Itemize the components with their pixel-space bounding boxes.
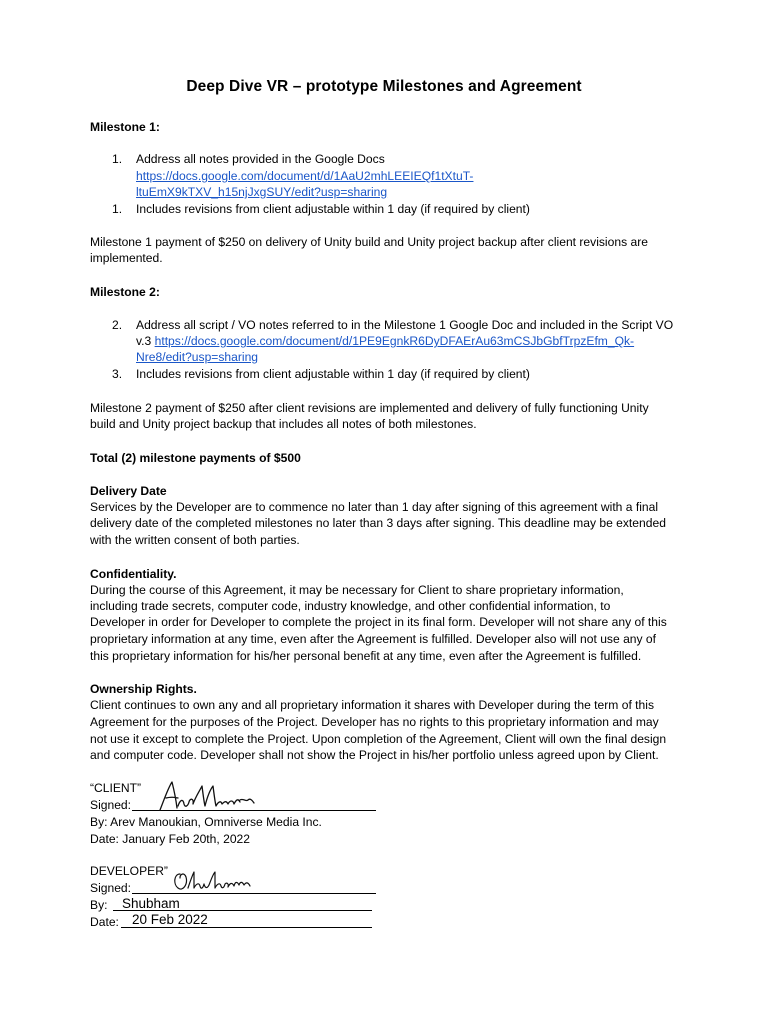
ownership-heading: Ownership Rights. bbox=[90, 682, 197, 696]
milestone2-item2-number: 3. bbox=[112, 367, 123, 381]
ownership-line: and computer code. Developer shall not show the Project in his/her portfolio unless agreed upon by Client. bbox=[90, 748, 659, 762]
developer-date-label: Date: bbox=[90, 915, 119, 929]
confidentiality-line: During the course of this Agreement, it may be necessary for Client to share proprietary information, bbox=[90, 583, 624, 597]
client-date-line: Date: January Feb 20th, 2022 bbox=[90, 832, 251, 846]
milestone1-item2-number: 1. bbox=[112, 202, 123, 216]
client-signed-label: Signed: bbox=[90, 798, 132, 812]
ownership-line: Agreement for the purposes of the Project. Developer has no rights to this proprietary information and may bbox=[90, 715, 659, 729]
milestone2-payment-line: Milestone 2 payment of $250 after client revisions are implemented and delivery of fully functioning Unity bbox=[90, 401, 649, 415]
milestone2-script-link[interactable]: https://docs.google.com/document/d/1PE9EgnkR6DyDFAErAu63mCSJbGbfTrpzEfm_Qk- bbox=[154, 334, 635, 348]
confidentiality-heading: Confidentiality. bbox=[90, 567, 177, 581]
milestone2-script-link-cont[interactable]: Nre8/edit?usp=sharing bbox=[136, 350, 259, 364]
ownership-line: not use it except to complete the Project. Upon completion of the Agreement, Client will own the final design bbox=[90, 732, 667, 746]
client-by-line: By: Arev Manoukian, Omniverse Media Inc. bbox=[90, 815, 322, 829]
developer-by-label: By: bbox=[90, 898, 108, 912]
milestone2-payment-line: build and Unity project backup that includes all notes of both milestones. bbox=[90, 417, 477, 431]
developer-date-line bbox=[121, 927, 372, 928]
milestone2-item1-line2 bbox=[136, 333, 634, 349]
milestone1-payment-line: implemented. bbox=[90, 251, 163, 265]
milestone1-heading: Milestone 1: bbox=[90, 120, 160, 134]
milestone2-item1-text: Address all script / VO notes referred to in the Milestone 1 Google Doc and included in the Script VO bbox=[136, 318, 674, 332]
confidentiality-line: including trade secrets, computer code, industry knowledge, and other confidential information, to bbox=[90, 599, 611, 613]
milestone1-doc-link[interactable]: https://docs.google.com/document/d/1AaU2mhLEEIEQf1tXtuT- bbox=[136, 169, 474, 183]
confidentiality-line: this proprietary information for his/her personal benefit at any time, even after the Agreement is fulfilled. bbox=[90, 649, 642, 663]
milestone2-heading: Milestone 2: bbox=[90, 285, 160, 299]
confidentiality-line: Developer in order for Developer to complete the project in its final form. Developer will not share any of this bbox=[90, 615, 667, 629]
milestone2-item1-number: 2. bbox=[112, 318, 123, 332]
client-signature-image bbox=[158, 776, 258, 814]
milestone1-doc-link-cont[interactable]: ltuEmX9kTXV_h15njJxgSUY/edit?usp=sharing bbox=[136, 185, 388, 199]
developer-signed-label: Signed: bbox=[90, 881, 132, 895]
milestone2-item2-text: Includes revisions from client adjustable within 1 day (if required by client) bbox=[136, 367, 530, 381]
developer-by-value: Shubham bbox=[122, 896, 180, 911]
delivery-line: Services by the Developer are to commence no later than 1 day after signing of this agreement with a final bbox=[90, 500, 659, 514]
milestone1-payment-line: Milestone 1 payment of $250 on delivery of Unity build and Unity project backup after client revisions are bbox=[90, 235, 648, 249]
developer-signature-image bbox=[172, 868, 256, 894]
developer-label: DEVELOPER” bbox=[90, 864, 168, 878]
ownership-line: Client continues to own any and all proprietary information it shares with Developer during the term of this bbox=[90, 698, 654, 712]
developer-date-value: 20 Feb 2022 bbox=[132, 912, 208, 927]
milestone1-item2-text: Includes revisions from client adjustable within 1 day (if required by client) bbox=[136, 202, 530, 216]
delivery-line: with the written consent of both parties. bbox=[90, 533, 300, 547]
document-title: Deep Dive VR – prototype Milestones and Agreement bbox=[186, 78, 582, 95]
milestone1-item1-number: 1. bbox=[112, 152, 123, 166]
delivery-heading: Delivery Date bbox=[90, 484, 167, 498]
total-payments: Total (2) milestone payments of $500 bbox=[90, 451, 301, 465]
confidentiality-line: proprietary information at any time, even after the Agreement is fulfilled. Developer also will not use any of bbox=[90, 632, 657, 646]
milestone1-item1-text: Address all notes provided in the Google Docs bbox=[136, 152, 385, 166]
milestone2-item1-prefix: v.3 bbox=[136, 334, 155, 348]
delivery-line: delivery date of the completed milestones no later than 3 days after signing. This deadline may be extended bbox=[90, 516, 666, 530]
client-label: “CLIENT” bbox=[90, 781, 142, 795]
